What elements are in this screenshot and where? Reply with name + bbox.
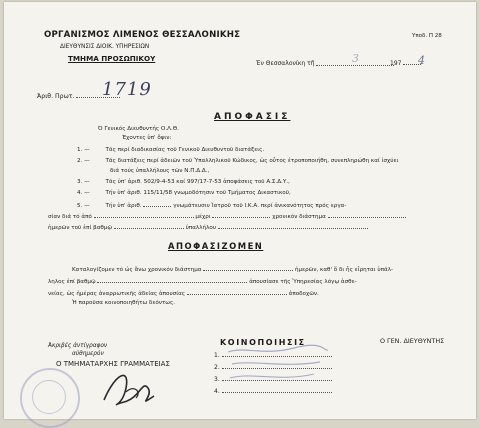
employee-label: ὑπαλλήλου (185, 225, 217, 231)
directorate-name: ΔΙΕΥΘΥΝΣΙΣ ΔΙΟΙΚ. ΥΠΗΡΕΣΙΩΝ (60, 44, 150, 50)
section-head-label: Ο ΤΜΗΜΑΤΑΡΧΗΣ ΓΡΑΜΜΑΤΕΙΑΣ (56, 360, 170, 368)
decision-line-3 (48, 289, 319, 297)
signature-icon (96, 362, 166, 412)
item-5-continued: γνωμάτευσιν Ἰατροῦ τοῦ Ι.Κ.Α. περί ἀνικανότητος πρός εργα- (173, 203, 347, 209)
item-number: 4. — (77, 190, 90, 196)
decision-line-2 (48, 277, 357, 285)
employee-line (48, 223, 368, 231)
item-text: Τήν ὑπ' ἀριθ. 115/11/58 γνωμοδότησιν τοῦ Τμήματος Δικαστικοῦ, (105, 190, 291, 196)
until-label: μέχρι (195, 214, 211, 220)
year-prefix: 197 (390, 60, 402, 67)
item-3 (77, 179, 290, 185)
notification-number: 2. (214, 364, 220, 371)
days-rank-label: ἡμερῶν τοῦ ἐπί βαθμῷ (48, 225, 113, 231)
notifications-title: ΚΟΙΝΟΠΟΙΗΣΙΣ (220, 338, 306, 347)
handwritten-year: 4 (418, 54, 425, 67)
item-text: Τάς ὑπ' ἀριθ. 502/9-4-53 καί 997/17-7-53 ἀποφάσεις τοῦ Α.Σ.Δ.Υ., (105, 179, 290, 185)
decision-line-1 (72, 265, 393, 273)
item-number: 1. — (77, 147, 90, 153)
item-text: Τάς περί διαδικασίας τοῦ Γενικοῦ Διευθυντοῦ διατάξεις. (105, 147, 265, 153)
decision-title: ΑΠΟΦΑΣΙΖΟΜΕΝ (168, 241, 264, 251)
notification-number: 3. (214, 376, 220, 383)
general-director-label: Ο ΓΕΝ. ΔΙΕΥΘΥΝΤΗΣ (380, 337, 445, 345)
having-text: Έχοντες ὑπ' ὄψιν: (122, 135, 172, 141)
decision-blank (187, 289, 287, 295)
item-2 (77, 158, 398, 164)
period-label: χρονικόν διάστημα (272, 214, 326, 220)
notification-number: 4. (214, 388, 220, 395)
item-number: 2. — (77, 158, 90, 164)
period-blank (328, 212, 406, 218)
decision-text: ληλος ἐπί βαθμῷ (48, 279, 96, 285)
item-1 (77, 147, 264, 153)
item-number: 3. — (77, 179, 90, 185)
decision-blank (203, 265, 293, 271)
place-label: Έν Θεσσαλονίκη τῆ (256, 60, 315, 67)
item-number: 5. — (77, 203, 90, 209)
protocol-label: Άριθ. Πρωτ. (37, 93, 75, 100)
decision-line-4: Ἡ παροῦσα κοινοποιηθήτω δεόντως. (72, 300, 176, 306)
decision-text: ἀπουσίασε τῆς Ὑπηρεσίας λόγῳ ἀσθε- (249, 279, 357, 285)
intro-text: Ό Γενικός Διευθυντής Ο.Λ.Θ. (98, 126, 179, 132)
handwritten-date: 3 (352, 52, 359, 65)
place-date-line (256, 59, 394, 67)
item-5 (77, 201, 346, 209)
official-stamp-icon (20, 368, 80, 428)
document-page (4, 2, 476, 419)
item-4 (77, 190, 291, 196)
from-label: σίαν διά τό ἀπό (48, 214, 92, 220)
rank-blank (114, 223, 184, 229)
copy-sub: αὐθημερόν (72, 351, 104, 357)
item-2-continued: διά τούς ὑπαλλήλους τῶν Ν.Π.Δ.Δ., (110, 168, 210, 174)
from-blank (94, 212, 194, 218)
item-text: Τάς διατάξεις περί ἀδειῶν τοῦ Ὑπαλληλικοῦ Κώδικος, ὡς οὗτος ἐτροποποιήθη, συνεπληρώθη καί ἰσχύει (105, 158, 399, 164)
decision-text: ἀποδοχῶν. (288, 291, 319, 297)
item-text: Τήν ὑπ' ἀριθ. (105, 203, 142, 209)
decision-text: νείας, ὡς ἡμέρας ἀναρρωτικῆς ἀδείας ἀπουσίας (48, 291, 186, 297)
employee-blank (218, 223, 368, 229)
handwritten-notification-marks (224, 342, 334, 402)
until-blank (212, 212, 270, 218)
decision-text: Καταλογίζομεν τό ὡς ἄνω χρονικόν διάστημα (72, 267, 202, 273)
decision-blank (97, 277, 247, 283)
form-code: Υποδ. Π 28 (412, 33, 442, 39)
handwritten-protocol-number: 1719 (102, 79, 152, 100)
decision-text: ἡμερῶν, καθ' ὅ δι ἧς εἶρηται ὑπάλ- (295, 267, 394, 273)
copy-label: Ἀκριβές ἀντίγραφον (48, 343, 108, 349)
item-5-blank (143, 201, 171, 207)
year-line (390, 59, 421, 67)
notification-number: 1. (214, 352, 220, 359)
period-line (48, 212, 406, 220)
organization-name: ΟΡΓΑΝΙΣΜΟΣ ΛΙΜΕΝΟΣ ΘΕΣΣΑΛΟΝΙΚΗΣ (44, 30, 241, 40)
department-name: ΤΜΗΜΑ ΠΡΟΣΩΠΙΚΟΥ (68, 54, 156, 63)
document-title: ΑΠΟΦΑΣΙΣ (214, 112, 291, 122)
